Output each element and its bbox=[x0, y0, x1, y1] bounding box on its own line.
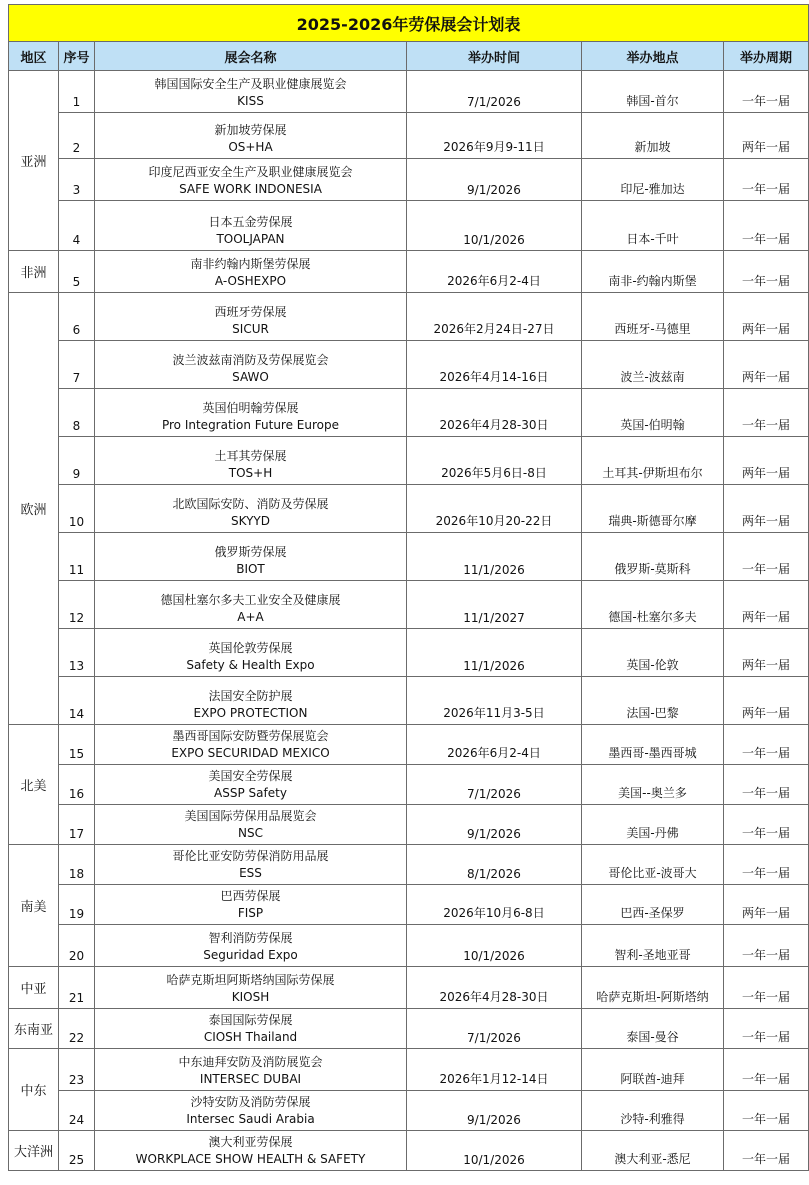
spreadsheet bbox=[8, 4, 792, 1171]
cycle-cell: 两年一届 bbox=[724, 677, 809, 725]
table-row bbox=[9, 389, 809, 437]
date-header: 举办时间 bbox=[407, 42, 582, 71]
name-header: 展会名称 bbox=[95, 42, 407, 71]
expo-name-cn: 英国伯明翰劳保展 bbox=[202, 401, 299, 415]
expo-name-cn: 巴西劳保展 bbox=[220, 889, 281, 903]
cycle-cell: 一年一届 bbox=[724, 925, 809, 967]
place-cell: 美国--奥兰多 bbox=[582, 765, 724, 805]
expo-name-en: SKYYD bbox=[231, 514, 270, 528]
header-row bbox=[9, 42, 809, 71]
table-row bbox=[9, 293, 809, 341]
place-cell: 波兰-波兹南 bbox=[582, 341, 724, 389]
date-cell: 2026年6月2-4日 bbox=[407, 725, 582, 765]
expo-name-en: TOOLJAPAN bbox=[216, 232, 285, 246]
expo-name-cn: 智利消防劳保展 bbox=[208, 931, 293, 945]
date-cell: 2026年1月12-14日 bbox=[407, 1049, 582, 1091]
table-row bbox=[9, 805, 809, 845]
number-cell: 21 bbox=[59, 967, 95, 1009]
expo-name-cell bbox=[95, 1131, 407, 1171]
date-cell: 2026年4月28-30日 bbox=[407, 967, 582, 1009]
expo-name-en: EXPO PROTECTION bbox=[193, 706, 308, 720]
table-row bbox=[9, 251, 809, 293]
cycle-cell: 一年一届 bbox=[724, 533, 809, 581]
cycle-cell: 一年一届 bbox=[724, 805, 809, 845]
expo-name-cell bbox=[95, 629, 407, 677]
table-row bbox=[9, 967, 809, 1009]
region-cell: 非洲 bbox=[9, 251, 59, 293]
number-cell: 18 bbox=[59, 845, 95, 885]
table-row bbox=[9, 71, 809, 113]
expo-name-cell bbox=[95, 677, 407, 725]
date-cell: 11/1/2026 bbox=[407, 629, 582, 677]
cycle-cell: 一年一届 bbox=[724, 389, 809, 437]
number-cell: 15 bbox=[59, 725, 95, 765]
expo-name-cell bbox=[95, 805, 407, 845]
date-cell: 2026年10月6-8日 bbox=[407, 885, 582, 925]
expo-name-cn: 日本五金劳保展 bbox=[208, 215, 293, 229]
expo-name-cn: 墨西哥国际安防暨劳保展览会 bbox=[172, 729, 329, 743]
number-cell: 14 bbox=[59, 677, 95, 725]
expo-name-cn: 南非约翰内斯堡劳保展 bbox=[190, 257, 311, 271]
number-cell: 16 bbox=[59, 765, 95, 805]
expo-name-cn: 法国安全防护展 bbox=[208, 689, 293, 703]
cycle-cell: 一年一届 bbox=[724, 845, 809, 885]
expo-name-cell bbox=[95, 159, 407, 201]
expo-name-en: SAFE WORK INDONESIA bbox=[179, 182, 322, 196]
cycle-cell: 两年一届 bbox=[724, 437, 809, 485]
date-cell: 9/1/2026 bbox=[407, 805, 582, 845]
expo-name-cn: 印度尼西亚安全生产及职业健康展览会 bbox=[148, 165, 353, 179]
place-cell: 沙特-利雅得 bbox=[582, 1091, 724, 1131]
table-row bbox=[9, 113, 809, 159]
place-cell: 泰国-曼谷 bbox=[582, 1009, 724, 1049]
place-cell: 德国-杜塞尔多夫 bbox=[582, 581, 724, 629]
place-cell: 印尼-雅加达 bbox=[582, 159, 724, 201]
expo-name-en: A-OSHEXPO bbox=[214, 274, 287, 288]
table-row bbox=[9, 629, 809, 677]
expo-plan-table bbox=[8, 4, 809, 1171]
cycle-cell: 一年一届 bbox=[724, 251, 809, 293]
expo-name-cell bbox=[95, 341, 407, 389]
table-title: 2025-2026年劳保展会计划表 bbox=[9, 5, 809, 42]
expo-name-cell bbox=[95, 533, 407, 581]
number-cell: 22 bbox=[59, 1009, 95, 1049]
number-cell: 4 bbox=[59, 201, 95, 251]
number-cell: 2 bbox=[59, 113, 95, 159]
number-cell: 3 bbox=[59, 159, 95, 201]
expo-name-cell bbox=[95, 925, 407, 967]
table-row bbox=[9, 1049, 809, 1091]
region-cell: 中亚 bbox=[9, 967, 59, 1009]
cycle-cell: 一年一届 bbox=[724, 765, 809, 805]
place-cell: 英国-伦敦 bbox=[582, 629, 724, 677]
cycle-cell: 两年一届 bbox=[724, 885, 809, 925]
table-row bbox=[9, 885, 809, 925]
date-cell: 2026年9月9-11日 bbox=[407, 113, 582, 159]
expo-name-en: ESS bbox=[239, 866, 262, 880]
expo-name-cn: 德国杜塞尔多夫工业安全及健康展 bbox=[160, 593, 341, 607]
expo-name-cell bbox=[95, 113, 407, 159]
expo-name-en: Intersec Saudi Arabia bbox=[186, 1112, 315, 1126]
expo-name-en: WORKPLACE SHOW HEALTH & SAFETY bbox=[135, 1152, 366, 1166]
cycle-cell: 一年一届 bbox=[724, 1009, 809, 1049]
expo-name-cn: 中东迪拜安防及消防展览会 bbox=[178, 1055, 323, 1069]
number-cell: 10 bbox=[59, 485, 95, 533]
number-cell: 9 bbox=[59, 437, 95, 485]
expo-name-en: SICUR bbox=[232, 322, 269, 336]
expo-name-cell bbox=[95, 389, 407, 437]
date-cell: 2026年5月6日-8日 bbox=[407, 437, 582, 485]
cycle-cell: 一年一届 bbox=[724, 1091, 809, 1131]
cycle-cell: 一年一届 bbox=[724, 1131, 809, 1171]
table-row bbox=[9, 765, 809, 805]
expo-name-cell bbox=[95, 201, 407, 251]
place-cell: 新加坡 bbox=[582, 113, 724, 159]
date-cell: 2026年2月24日-27日 bbox=[407, 293, 582, 341]
date-cell: 11/1/2027 bbox=[407, 581, 582, 629]
expo-name-cn: 土耳其劳保展 bbox=[214, 449, 287, 463]
place-cell: 土耳其-伊斯坦布尔 bbox=[582, 437, 724, 485]
date-cell: 9/1/2026 bbox=[407, 1091, 582, 1131]
date-cell: 10/1/2026 bbox=[407, 925, 582, 967]
cycle-cell: 两年一届 bbox=[724, 629, 809, 677]
expo-name-cn: 新加坡劳保展 bbox=[214, 123, 287, 137]
place-cell: 法国-巴黎 bbox=[582, 677, 724, 725]
expo-name-en: KISS bbox=[237, 94, 264, 108]
number-cell: 19 bbox=[59, 885, 95, 925]
expo-name-cell bbox=[95, 725, 407, 765]
expo-name-en: BIOT bbox=[236, 562, 265, 576]
place-cell: 哈萨克斯坦-阿斯塔纳 bbox=[582, 967, 724, 1009]
number-cell: 17 bbox=[59, 805, 95, 845]
date-cell: 8/1/2026 bbox=[407, 845, 582, 885]
place-cell: 澳大利亚-悉尼 bbox=[582, 1131, 724, 1171]
expo-name-en: Seguridad Expo bbox=[203, 948, 298, 962]
expo-name-cn: 哈萨克斯坦阿斯塔纳国际劳保展 bbox=[166, 973, 335, 987]
expo-name-en: OS+HA bbox=[228, 140, 273, 154]
place-cell: 日本-千叶 bbox=[582, 201, 724, 251]
expo-name-en: KIOSH bbox=[231, 990, 270, 1004]
cycle-cell: 一年一届 bbox=[724, 201, 809, 251]
table-row bbox=[9, 1131, 809, 1171]
expo-name-en: Safety & Health Expo bbox=[186, 658, 315, 672]
table-row bbox=[9, 845, 809, 885]
expo-name-cn: 沙特安防及消防劳保展 bbox=[190, 1095, 311, 1109]
expo-name-cell bbox=[95, 1091, 407, 1131]
expo-name-cn: 美国安全劳保展 bbox=[208, 769, 293, 783]
expo-name-cn: 波兰波兹南消防及劳保展览会 bbox=[172, 353, 329, 367]
cycle-cell: 一年一届 bbox=[724, 71, 809, 113]
place-header: 举办地点 bbox=[582, 42, 724, 71]
region-cell: 欧洲 bbox=[9, 293, 59, 725]
place-cell: 巴西-圣保罗 bbox=[582, 885, 724, 925]
place-cell: 墨西哥-墨西哥城 bbox=[582, 725, 724, 765]
date-cell: 9/1/2026 bbox=[407, 159, 582, 201]
table-row bbox=[9, 581, 809, 629]
cycle-cell: 一年一届 bbox=[724, 725, 809, 765]
expo-name-en: TOS+H bbox=[228, 466, 273, 480]
date-cell: 2026年11月3-5日 bbox=[407, 677, 582, 725]
region-cell: 北美 bbox=[9, 725, 59, 845]
cycle-header: 举办周期 bbox=[724, 42, 809, 71]
expo-name-en: NSC bbox=[238, 826, 263, 840]
expo-name-cell bbox=[95, 71, 407, 113]
cycle-cell: 一年一届 bbox=[724, 159, 809, 201]
table-row bbox=[9, 341, 809, 389]
expo-name-cn: 韩国国际安全生产及职业健康展览会 bbox=[154, 77, 347, 91]
table-row bbox=[9, 1009, 809, 1049]
date-cell: 10/1/2026 bbox=[407, 1131, 582, 1171]
cycle-cell: 两年一届 bbox=[724, 485, 809, 533]
number-cell: 23 bbox=[59, 1049, 95, 1091]
expo-name-en: FISP bbox=[237, 906, 264, 920]
expo-name-cn: 泰国国际劳保展 bbox=[208, 1013, 293, 1027]
table-row bbox=[9, 925, 809, 967]
expo-name-en: INTERSEC DUBAI bbox=[199, 1072, 302, 1086]
expo-name-en: A+A bbox=[237, 610, 264, 624]
expo-name-cell bbox=[95, 293, 407, 341]
expo-name-cn: 英国伦敦劳保展 bbox=[208, 641, 293, 655]
expo-name-cell bbox=[95, 765, 407, 805]
table-row bbox=[9, 437, 809, 485]
expo-name-en: ASSP Safety bbox=[214, 786, 287, 800]
expo-name-cell bbox=[95, 251, 407, 293]
expo-name-cn: 俄罗斯劳保展 bbox=[214, 545, 287, 559]
table-row bbox=[9, 677, 809, 725]
number-cell: 1 bbox=[59, 71, 95, 113]
place-cell: 阿联酋-迪拜 bbox=[582, 1049, 724, 1091]
expo-name-cell bbox=[95, 967, 407, 1009]
table-row bbox=[9, 485, 809, 533]
date-cell: 2026年10月20-22日 bbox=[407, 485, 582, 533]
table-body bbox=[9, 71, 809, 1171]
cycle-cell: 一年一届 bbox=[724, 1049, 809, 1091]
number-cell: 25 bbox=[59, 1131, 95, 1171]
region-cell: 亚洲 bbox=[9, 71, 59, 251]
region-header: 地区 bbox=[9, 42, 59, 71]
expo-name-en: Pro Integration Future Europe bbox=[161, 418, 340, 432]
place-cell: 瑞典-斯德哥尔摩 bbox=[582, 485, 724, 533]
expo-name-cell bbox=[95, 1049, 407, 1091]
place-cell: 俄罗斯-莫斯科 bbox=[582, 533, 724, 581]
number-cell: 8 bbox=[59, 389, 95, 437]
expo-name-cn: 美国国际劳保用品展览会 bbox=[184, 809, 317, 823]
number-cell: 24 bbox=[59, 1091, 95, 1131]
number-cell: 11 bbox=[59, 533, 95, 581]
expo-name-cn: 北欧国际安防、消防及劳保展 bbox=[172, 497, 329, 511]
number-header: 序号 bbox=[59, 42, 95, 71]
number-cell: 6 bbox=[59, 293, 95, 341]
expo-name-cell bbox=[95, 485, 407, 533]
date-cell: 2026年4月14-16日 bbox=[407, 341, 582, 389]
expo-name-cell bbox=[95, 885, 407, 925]
cycle-cell: 两年一届 bbox=[724, 581, 809, 629]
expo-name-cell bbox=[95, 437, 407, 485]
region-cell: 东南亚 bbox=[9, 1009, 59, 1049]
expo-name-cn: 西班牙劳保展 bbox=[214, 305, 287, 319]
place-cell: 西班牙-马德里 bbox=[582, 293, 724, 341]
table-row bbox=[9, 159, 809, 201]
number-cell: 20 bbox=[59, 925, 95, 967]
expo-name-cell bbox=[95, 845, 407, 885]
region-cell: 中东 bbox=[9, 1049, 59, 1131]
date-cell: 10/1/2026 bbox=[407, 201, 582, 251]
cycle-cell: 两年一届 bbox=[724, 113, 809, 159]
expo-name-cn: 哥伦比亚安防劳保消防用品展 bbox=[172, 849, 329, 863]
expo-name-en: CIOSH Thailand bbox=[203, 1030, 298, 1044]
cycle-cell: 两年一届 bbox=[724, 341, 809, 389]
date-cell: 2026年4月28-30日 bbox=[407, 389, 582, 437]
table-row bbox=[9, 725, 809, 765]
place-cell: 英国-伯明翰 bbox=[582, 389, 724, 437]
region-cell: 南美 bbox=[9, 845, 59, 967]
cycle-cell: 两年一届 bbox=[724, 293, 809, 341]
region-cell: 大洋洲 bbox=[9, 1131, 59, 1171]
place-cell: 美国-丹佛 bbox=[582, 805, 724, 845]
number-cell: 7 bbox=[59, 341, 95, 389]
table-row bbox=[9, 1091, 809, 1131]
expo-name-cell bbox=[95, 1009, 407, 1049]
place-cell: 智利-圣地亚哥 bbox=[582, 925, 724, 967]
number-cell: 13 bbox=[59, 629, 95, 677]
expo-name-cell bbox=[95, 581, 407, 629]
table-row bbox=[9, 201, 809, 251]
expo-name-en: SAWO bbox=[232, 370, 269, 384]
date-cell: 11/1/2026 bbox=[407, 533, 582, 581]
table-row bbox=[9, 533, 809, 581]
number-cell: 5 bbox=[59, 251, 95, 293]
date-cell: 2026年6月2-4日 bbox=[407, 251, 582, 293]
date-cell: 7/1/2026 bbox=[407, 765, 582, 805]
place-cell: 韩国-首尔 bbox=[582, 71, 724, 113]
date-cell: 7/1/2026 bbox=[407, 1009, 582, 1049]
date-cell: 7/1/2026 bbox=[407, 71, 582, 113]
expo-name-cn: 澳大利亚劳保展 bbox=[208, 1135, 293, 1149]
cycle-cell: 一年一届 bbox=[724, 967, 809, 1009]
place-cell: 南非-约翰内斯堡 bbox=[582, 251, 724, 293]
number-cell: 12 bbox=[59, 581, 95, 629]
place-cell: 哥伦比亚-波哥大 bbox=[582, 845, 724, 885]
expo-name-en: EXPO SECURIDAD MEXICO bbox=[171, 746, 330, 760]
